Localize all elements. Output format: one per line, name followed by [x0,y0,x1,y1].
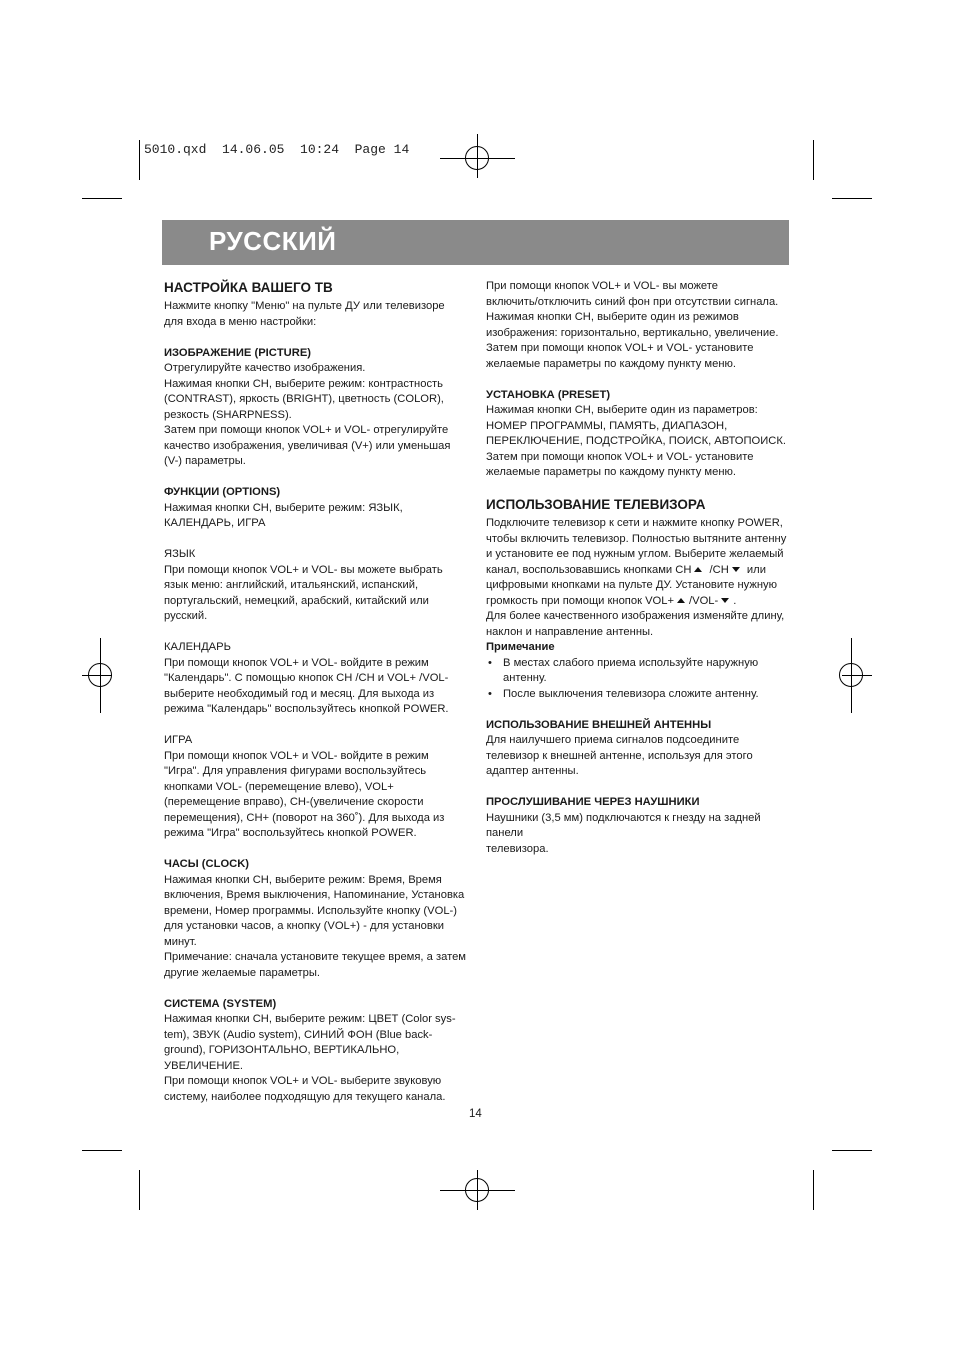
bullet-text: В местах слабого приема используйте наружную антенну. [503,656,759,684]
page-number: 14 [469,1108,482,1120]
print-header: 5010.qxd 14.06.05 10:24 Page 14 [144,142,410,157]
paragraph-usage-1: Подключите телевизор к сети и нажмите кнопку POWER, чтобы включить телевизор. Полностью вытяните антенну и установите ее под нужным углом. Выберите желаемый [486,517,787,560]
paragraph-game: При помощи кнопок VOL+ и VOL- войдите в режим "Игра". Для управления фигурами воспользуйтесь кнопками VOL- (перемещение влево), VOL+ (перемещение вправо), CH-(увеличение скорости перемещения), CH+ (поворот на 360˚). Для выхода из режима "Игра" воспользуйтесь кнопкой POWER. [164,749,445,839]
subheading-clock: ЧАСЫ (CLOCK) [164,858,250,870]
paragraph-system: Нажимая кнопки CH, выберите режим: ЦВЕТ (Color sys- tem), ЗВУК (Audio system), СИНИЙ ФОН (Blue back- ground), ГОРИЗОНТАЛЬНО, ВЕРТИКАЛЬНО, УВЕЛИЧЕНИЕ. При помощи кнопок VOL+ и VOL- выберите звуковую систему, наиболее подходящую для текущего канала. [164,1013,456,1103]
right-column [486,279,791,857]
paragraph-setup: Нажмите кнопку "Меню" на пульте ДУ или телевизоре для входа в меню настройки: [164,300,445,328]
label-game: ИГРА [164,734,193,746]
paragraph-options: Нажимая кнопки CH, выберите режим: ЯЗЫК, КАЛЕНДАРЬ, ИГРА [164,501,403,529]
arrow-down-icon [732,567,740,572]
paragraph-clock: Нажимая кнопки CH, выберите режим: Время, Время включения, Время выключения, Напоминание, Установка времени, Номер программы. Используйте кнопку (VOL-) для установки часов, а кнопку (VOL+) - для установки минут. Примечание: сначала установите текущее время, а затем другие желаемые параметры. [164,873,466,979]
paragraph-calendar: При помощи кнопок VOL+ и VOL- войдите в режим "Календарь". С помощью кнопок CH /CH и VOL+ /VOL- выберите необходимый год и месяц. Для выхода из режима "Календарь" воспользуйтесь кнопкой POWER. [164,656,449,715]
usage-4-text-a: громкость при помощи кнопок VOL+ [486,594,675,607]
subheading-note: Примечание [486,641,555,653]
paragraph-usage-3: цифровыми кнопками на пульте ДУ. Установите нужную [486,579,778,591]
usage-2-text-a: канал, воспользовавшись кнопками CH [486,563,692,576]
usage-2-text-b: /CH [709,563,729,576]
usage-4-text-b: /VOL- [689,594,719,607]
crop-mark-tr-v [813,140,814,180]
section-heading-setup: НАСТРОЙКА ВАШЕГО ТВ [164,280,333,295]
left-column [164,279,469,1105]
subheading-preset: УСТАНОВКА (PRESET) [486,388,611,401]
subheading-external-antenna: ИСПОЛЬЗОВАНИЕ ВНЕШНЕЙ АНТЕННЫ [486,718,712,731]
title-banner [162,220,789,265]
label-calendar: КАЛЕНДАРЬ [164,641,231,653]
bullet-text: После выключения телевизора сложите антенну. [503,687,759,700]
crop-mark-tl-v [139,140,140,180]
usage-2-text-c: или [746,563,766,576]
subheading-picture: ИЗОБРАЖЕНИЕ (PICTURE) [164,346,312,359]
crop-mark-br-v [813,1170,814,1210]
bullet-icon: • [488,687,492,700]
crop-mark-tl-h [82,198,122,199]
paragraph-usage-2 [486,563,791,579]
usage-4-text-c: . [733,594,737,607]
subheading-headphones: ПРОСЛУШИВАНИЕ ЧЕРЕЗ НАУШНИКИ [486,796,700,808]
paragraph-preset: Нажимая кнопки CH, выберите один из параметров: НОМЕР ПРОГРАММЫ, ПАМЯТЬ, ДИАПАЗОН, ПЕРЕКЛЮЧЕНИЕ, ПОДСТРОЙКА, ПОИСК, АВТОПОИСК. Затем при помощи кнопок VOL+ и VOL- установите желаемые параметры по каждому пункту меню. [486,404,786,478]
paragraph-headphones: Наушники (3,5 мм) подключаются к гнезду на задней панели телевизора. [486,811,761,855]
crop-mark-bl-h [82,1150,122,1151]
paragraph-usage-4 [486,594,791,610]
list-item [486,687,791,703]
paragraph-external-antenna: Для наилучшего приема сигналов подсоедините телевизор к внешней антенне, используя для этого адаптер антенны. [486,734,753,777]
arrow-down-icon [721,598,729,603]
crop-mark-bl-v [139,1170,140,1210]
crop-mark-tr-h [832,198,872,199]
subheading-options: ФУНКЦИИ (OPTIONS) [164,486,281,498]
crop-mark-br-h [832,1150,872,1151]
paragraph-language: При помощи кнопок VOL+ и VOL- вы можете выбрать язык меню: английский, итальянский, испанский, португальский, немецкий, арабский, китайский или русский. [164,563,443,622]
page-title: РУССКИЙ [209,226,337,256]
bullet-icon: • [488,656,492,669]
arrow-up-icon [677,598,685,603]
subheading-system: СИСТЕМА (SYSTEM) [164,997,277,1010]
section-heading-usage: ИСПОЛЬЗОВАНИЕ ТЕЛЕВИЗОРА [486,497,706,512]
arrow-up-icon [694,567,702,572]
paragraph-usage-5: Для более качественного изображения изменяйте длину, наклон и направление антенны. [486,610,785,638]
paragraph-blue-background: При помощи кнопок VOL+ и VOL- вы можете включить/отключить синий фон при отсутствии сигнала. Нажимая кнопки CH, выберите один из режимов изображения: горизонтально, вертикально, увеличение. Затем при помощи кнопок VOL+ и VOL- установите желаемые параметры по каждому пункту меню. [486,280,779,370]
paragraph-picture: Отрегулируйте качество изображения. Нажимая кнопки CH, выберите режим: контрастность (CONTRAST), яркость (BRIGHT), цветность (COLOR), резкость (SHARPNESS). Затем при помощи кнопок VOL+ и VOL- отрегулируйте качество изображения, увеличивая (V+) или уменьшая (V-) параметры. [164,362,451,467]
label-language: ЯЗЫК [164,548,196,560]
list-item [486,656,791,687]
